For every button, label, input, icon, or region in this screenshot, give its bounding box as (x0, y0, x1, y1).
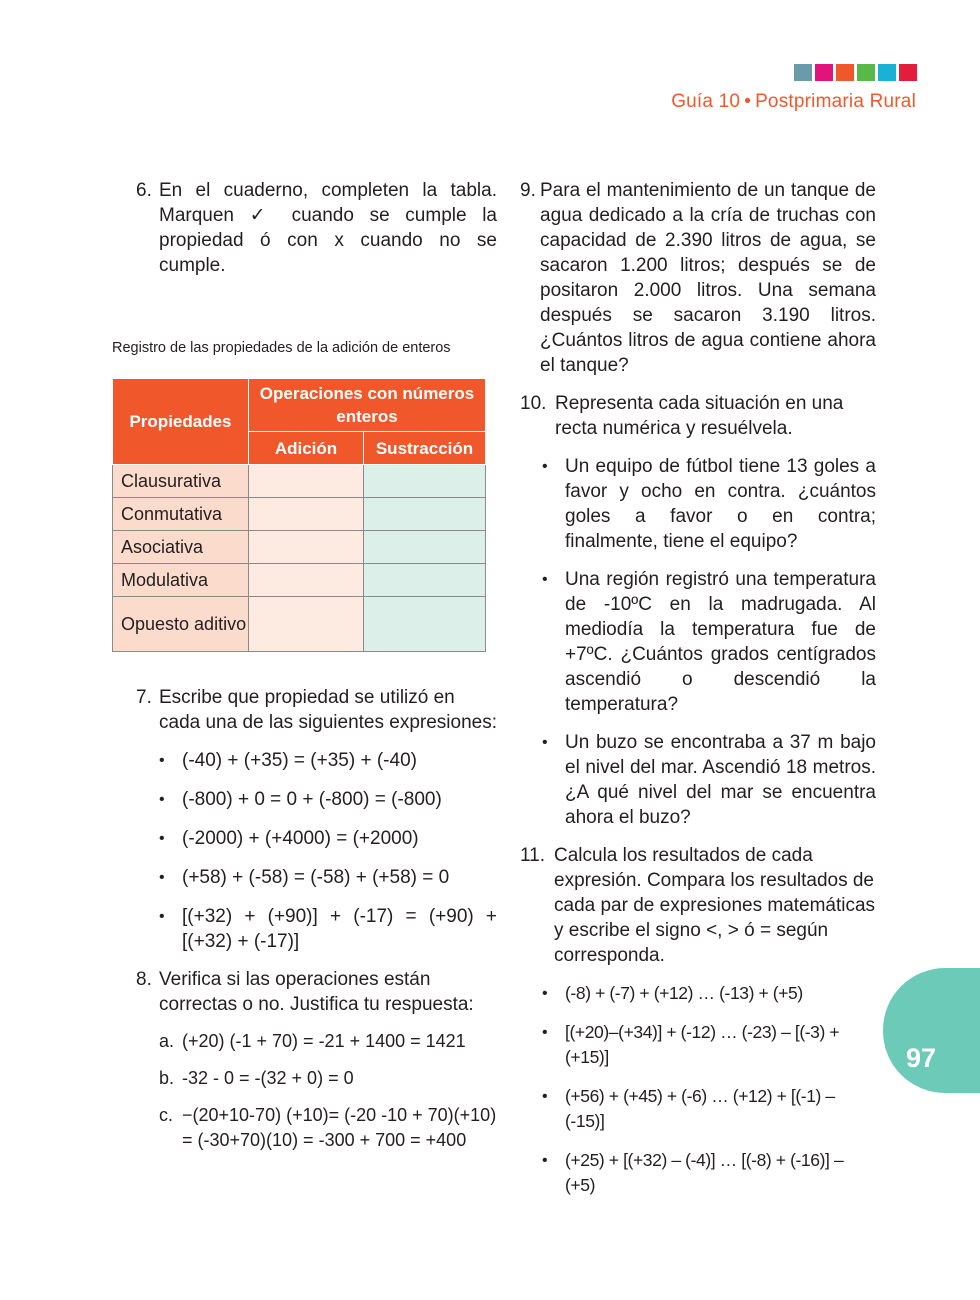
list-item (159, 1029, 497, 1054)
color-swatch (878, 64, 896, 81)
addition-cell (249, 564, 364, 597)
addition-cell (249, 597, 364, 652)
exercise-text: Verifica si las operaciones están correctas o no. Justifica tu respuesta: (159, 969, 474, 1015)
header-title (671, 91, 916, 113)
subtraction-cell (364, 498, 486, 531)
subtraction-cell (364, 597, 486, 652)
exercise-10 (520, 391, 876, 441)
property-name: Modulativa (113, 564, 249, 597)
list-item: • (+25) + [(+32) – (-4)] … [(-8) + (-16)] – (+5) (542, 1148, 876, 1198)
list-item: • (-8) + (-7) + (+12) … (-13) + (+5) (542, 981, 876, 1006)
exercise-number: 10. (520, 393, 547, 414)
exercise-number: 9. (520, 180, 536, 201)
property-name: Asociativa (113, 531, 249, 564)
list-item: • (+58) + (-58) = (-58) + (+58) = 0 (159, 865, 497, 890)
program-label: Postprimaria Rural (755, 91, 916, 112)
exercise-text: En el cuaderno, completen la tabla. Marquen ✓ cuando se cumple la propiedad ó con x cuando no se cumple. (159, 180, 497, 276)
property-name: Conmutativa (113, 498, 249, 531)
list-item: • Un equipo de fútbol tiene 13 goles a favor y ocho en contra. ¿cuántos goles a favor o en contra; finalmente, tiene el equipo? (542, 454, 876, 554)
exercise-11-list (542, 981, 876, 1198)
exercise-number: 6. (136, 180, 152, 201)
exercise-text: Calcula los resultados de cada expresión. Compara los resultados de cada par de expresiones matemáticas y escribe el signo <, > ó = según corresponda. (554, 845, 876, 966)
exercise-7 (112, 685, 497, 735)
item-letter: c. (159, 1105, 174, 1125)
item-text: -32 - 0 = -(32 + 0) = 0 (182, 1068, 354, 1088)
list-item: • Un buzo se encontraba a 37 m bajo el nivel del mar. Ascendió 18 metros. ¿A qué nivel del mar se encuentra ahora el buzo? (542, 730, 876, 830)
exercise-8-list (159, 1029, 497, 1153)
color-swatch (815, 64, 833, 81)
exercise-10-list (542, 454, 876, 830)
list-item (159, 1103, 497, 1153)
exercise-9 (520, 178, 876, 378)
right-column (520, 178, 876, 1198)
page-number: 97 (906, 1043, 937, 1073)
header-operations: Operaciones con números enteros (249, 379, 486, 432)
table-row (113, 531, 486, 564)
subtraction-cell (364, 465, 486, 498)
exercise-number: 8. (136, 969, 152, 990)
color-swatch (836, 64, 854, 81)
item-letter: b. (159, 1068, 175, 1088)
page-tab (883, 968, 980, 1093)
property-name: Clausurativa (113, 465, 249, 498)
property-name: Opuesto aditivo (113, 597, 249, 652)
addition-cell (249, 531, 364, 564)
list-item (159, 1066, 497, 1091)
table-row (113, 597, 486, 652)
table-caption: Registro de las propiedades de la adición de enteros (112, 340, 451, 356)
exercise-text: Para el mantenimiento de un tanque de agua dedicado a la cría de truchas con capacidad de 2.390 litros de agua, se sacaron 1.200 litros; después se de positaron 2.000 litros. Una semana después se sacaron 3.190 litros. ¿Cuántos litros de agua contiene ahora el tanque? (540, 180, 876, 376)
exercise-text: Escribe que propiedad se utilizó en cada una de las siguientes expresiones: (159, 687, 498, 733)
title-separator: • (744, 91, 752, 112)
subtraction-cell (364, 531, 486, 564)
list-item: • Una región registró una temperatura de -10ºC en la madrugada. Al mediodía la temperatura fue de +7ºC. ¿Cuántos grados centígrados ascendió o descendió la temperatura? (542, 567, 876, 717)
list-item: • (-2000) + (+4000) = (+2000) (159, 826, 497, 851)
table-row (113, 465, 486, 498)
header-properties: Propiedades (113, 379, 249, 465)
color-swatch (794, 64, 812, 81)
addition-cell (249, 465, 364, 498)
color-swatch (899, 64, 917, 81)
table-row (113, 564, 486, 597)
list-item: • (-800) + 0 = 0 + (-800) = (-800) (159, 787, 497, 812)
header-color-strip (794, 64, 917, 81)
list-item: • [(+20)–(+34)] + (-12) … (-23) – [(-3) + (+15)] (542, 1020, 876, 1070)
table-row (113, 498, 486, 531)
exercise-number: 11. (520, 845, 546, 866)
exercise-6 (112, 178, 497, 278)
addition-cell (249, 498, 364, 531)
header-subtraction: Sustracción (364, 432, 486, 465)
item-text: (+20) (-1 + 70) = -21 + 1400 = 1421 (182, 1031, 466, 1051)
item-letter: a. (159, 1031, 175, 1051)
exercise-number: 7. (136, 687, 152, 708)
properties-table (112, 378, 486, 652)
color-swatch (857, 64, 875, 81)
exercise-text: Representa cada situación en una recta numérica y resuélvela. (555, 393, 844, 439)
subtraction-cell (364, 564, 486, 597)
left-column (112, 178, 497, 1153)
item-text: −(20+10-70) (+10)= (-20 -10 + 70)(+10) = (-30+70)(10) = -300 + 700 = +400 (182, 1105, 497, 1150)
exercise-7-list (159, 748, 497, 954)
header-addition: Adición (249, 432, 364, 465)
exercise-11 (520, 843, 876, 968)
list-item: • (-40) + (+35) = (+35) + (-40) (159, 748, 497, 773)
guide-label: Guía 10 (671, 91, 741, 112)
exercise-8 (112, 967, 497, 1017)
list-item: • [(+32) + (+90)] + (-17) = (+90) + [(+32) + (-17)] (159, 904, 497, 954)
list-item: • (+56) + (+45) + (-6) … (+12) + [(-1) – (-15)] (542, 1084, 876, 1134)
